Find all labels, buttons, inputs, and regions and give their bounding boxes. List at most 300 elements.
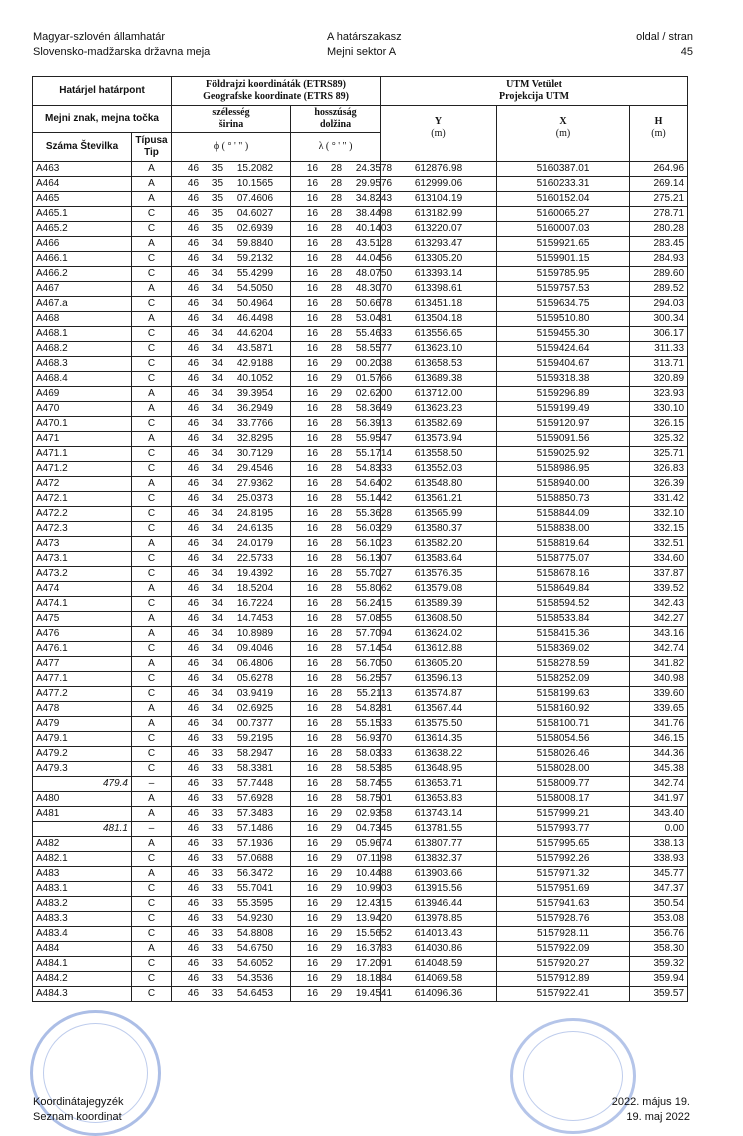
cell-point-type: C: [132, 342, 172, 357]
header-left: [33, 30, 210, 60]
cell-point-id: A477.1: [33, 672, 132, 687]
header-mid-line1: A határszakasz: [327, 31, 402, 43]
cell-longitude-part: 16: [306, 268, 319, 279]
cell-utm-y: 613623.23: [381, 402, 497, 417]
cell-point-type: C: [132, 972, 172, 987]
cell-point-id: A484.3: [33, 987, 132, 1002]
cell-point-type: –: [132, 777, 172, 792]
cell-latitude-part: 19.4392: [236, 568, 274, 579]
cell-point-id: A469: [33, 387, 132, 402]
cell-utm-x: 5158026.46: [497, 747, 630, 762]
cell-utm-y: 613946.44: [381, 897, 497, 912]
cell-longitude-part: 28: [330, 238, 343, 249]
cell-longitude-part: 16: [306, 808, 319, 819]
cell-latitude-part: 46: [187, 868, 200, 879]
cell-longitude-part: 53.0481: [355, 313, 393, 324]
cell-latitude-part: 46: [187, 718, 200, 729]
cell-point-id: A466.1: [33, 252, 132, 267]
table-row: [33, 582, 688, 597]
header-type: Típusa Tip: [132, 133, 172, 162]
cell-longitude: [291, 447, 393, 462]
footer-date-sl: 19. maj 2022: [626, 1111, 690, 1123]
cell-height: 342.27: [630, 612, 688, 627]
cell-latitude-part: 54.6052: [236, 958, 274, 969]
cell-point-id: 481.1: [33, 822, 132, 837]
cell-point-type: A: [132, 612, 172, 627]
cell-latitude-part: 35: [211, 223, 224, 234]
cell-utm-x: 5159510.80: [497, 312, 630, 327]
cell-utm-x: 5158940.00: [497, 477, 630, 492]
cell-latitude-part: 46: [187, 478, 200, 489]
cell-longitude-part: 28: [330, 793, 343, 804]
cell-longitude-part: 16: [306, 688, 319, 699]
cell-latitude: [172, 312, 291, 327]
cell-latitude-part: 33: [211, 838, 224, 849]
cell-utm-x: 5159455.30: [497, 327, 630, 342]
cell-latitude-part: 59.2195: [236, 733, 274, 744]
cell-point-type: A: [132, 387, 172, 402]
cell-utm-x: 5160152.04: [497, 192, 630, 207]
cell-utm-y: 613548.80: [381, 477, 497, 492]
cell-longitude: [291, 282, 393, 297]
cell-point-type: C: [132, 597, 172, 612]
cell-utm-y: 613612.88: [381, 642, 497, 657]
cell-utm-y: 613573.94: [381, 432, 497, 447]
cell-longitude-part: 28: [330, 688, 343, 699]
cell-latitude: [172, 357, 291, 372]
cell-point-id: A476.1: [33, 642, 132, 657]
cell-height: 343.16: [630, 627, 688, 642]
cell-utm-x: 5159025.92: [497, 447, 630, 462]
cell-utm-y: 613623.10: [381, 342, 497, 357]
header-utm: [381, 77, 688, 106]
cell-longitude-part: 56.3913: [355, 418, 393, 429]
cell-latitude-part: 32.8295: [236, 433, 274, 444]
cell-latitude-part: 34: [211, 703, 224, 714]
cell-latitude-part: 05.6278: [236, 673, 274, 684]
cell-longitude-part: 28: [330, 298, 343, 309]
cell-point-id: A476: [33, 627, 132, 642]
cell-longitude-part: 16: [306, 568, 319, 579]
cell-latitude-part: 33: [211, 733, 224, 744]
cell-longitude: [291, 357, 393, 372]
table-row: [33, 807, 688, 822]
cell-point-id: A465: [33, 192, 132, 207]
cell-longitude-part: 54.8333: [355, 463, 393, 474]
table-row: [33, 672, 688, 687]
cell-latitude-part: 40.1052: [236, 373, 274, 384]
table-row: [33, 642, 688, 657]
header-lat: [172, 106, 291, 133]
cell-point-id: A477.2: [33, 687, 132, 702]
cell-latitude-part: 46: [187, 283, 200, 294]
cell-height: 332.51: [630, 537, 688, 552]
cell-height: 342.43: [630, 597, 688, 612]
cell-longitude-part: 28: [330, 763, 343, 774]
cell-longitude-part: 07.1198: [356, 853, 393, 864]
cell-longitude-part: 55.4633: [355, 328, 393, 339]
cell-latitude-part: 46: [187, 733, 200, 744]
cell-latitude-part: 58.3381: [236, 763, 274, 774]
cell-latitude-part: 33: [211, 913, 224, 924]
header-phi: ϕ ( ° ' " ): [172, 133, 291, 162]
cell-longitude-part: 28: [330, 643, 343, 654]
cell-utm-y: 613624.02: [381, 627, 497, 642]
cell-height: 326.39: [630, 477, 688, 492]
cell-latitude-part: 02.6939: [236, 223, 274, 234]
cell-longitude: [291, 852, 393, 867]
cell-utm-x: 5160007.03: [497, 222, 630, 237]
cell-latitude-part: 46: [187, 958, 200, 969]
cell-point-id: A468: [33, 312, 132, 327]
cell-height: 275.21: [630, 192, 688, 207]
cell-longitude-part: 16: [306, 958, 319, 969]
cell-longitude-part: 57.1454: [355, 643, 393, 654]
cell-utm-x: 5158986.95: [497, 462, 630, 477]
cell-latitude-part: 46.4498: [236, 313, 274, 324]
cell-latitude-part: 27.9362: [236, 478, 274, 489]
cell-longitude: [291, 732, 393, 747]
cell-longitude: [291, 927, 393, 942]
table-row: [33, 852, 688, 867]
cell-longitude-part: 28: [330, 313, 343, 324]
cell-latitude-part: 34: [211, 718, 224, 729]
cell-longitude-part: 05.9674: [355, 838, 393, 849]
cell-latitude-part: 34: [211, 688, 224, 699]
cell-utm-y: 613915.56: [381, 882, 497, 897]
cell-longitude-part: 28: [330, 163, 343, 174]
cell-longitude-part: 16: [306, 868, 319, 879]
cell-latitude: [172, 192, 291, 207]
cell-latitude: [172, 372, 291, 387]
cell-point-type: C: [132, 897, 172, 912]
cell-utm-x: 5159120.97: [497, 417, 630, 432]
cell-utm-y: 613558.50: [381, 447, 497, 462]
header-left-line1: Magyar-szlovén államhatár: [33, 31, 166, 43]
cell-height: 306.17: [630, 327, 688, 342]
cell-latitude-part: 46: [187, 853, 200, 864]
cell-longitude-part: 16: [306, 208, 319, 219]
cell-latitude-part: 46: [187, 433, 200, 444]
cell-latitude-part: 54.5050: [236, 283, 274, 294]
cell-utm-y: 613580.37: [381, 522, 497, 537]
cell-point-type: A: [132, 627, 172, 642]
cell-utm-x: 5158838.00: [497, 522, 630, 537]
cell-utm-y: 613653.83: [381, 792, 497, 807]
cell-latitude-part: 54.6750: [236, 943, 274, 954]
page-number: 45: [680, 46, 693, 58]
cell-latitude-part: 33: [211, 928, 224, 939]
cell-latitude: [172, 777, 291, 792]
cell-point-type: C: [132, 327, 172, 342]
cell-utm-x: 5160387.01: [497, 162, 630, 177]
header-right: [636, 30, 693, 60]
cell-longitude: [291, 237, 393, 252]
cell-longitude-part: 44.0456: [355, 253, 393, 264]
cell-latitude-part: 35: [211, 163, 224, 174]
table-row: [33, 252, 688, 267]
table-row: [33, 777, 688, 792]
cell-utm-y: 613653.71: [381, 777, 497, 792]
cell-longitude-part: 58.7455: [355, 778, 393, 789]
cell-longitude-part: 28: [330, 733, 343, 744]
cell-point-id: A465.1: [33, 207, 132, 222]
cell-height: 332.10: [630, 507, 688, 522]
cell-latitude-part: 34: [211, 673, 224, 684]
page-label: oldal / stran: [636, 31, 693, 43]
cell-point-id: A470: [33, 402, 132, 417]
table-row: [33, 492, 688, 507]
cell-utm-x: 5158278.59: [497, 657, 630, 672]
cell-latitude-part: 46: [187, 238, 200, 249]
cell-point-id: A464: [33, 177, 132, 192]
cell-point-id: A479: [33, 717, 132, 732]
cell-point-id: A484: [33, 942, 132, 957]
cell-longitude: [291, 492, 393, 507]
cell-point-type: C: [132, 732, 172, 747]
cell-latitude-part: 34: [211, 283, 224, 294]
cell-latitude-part: 46: [187, 448, 200, 459]
cell-longitude-part: 29: [330, 388, 343, 399]
cell-height: 326.83: [630, 462, 688, 477]
cell-longitude-part: 16: [306, 553, 319, 564]
cell-longitude: [291, 342, 393, 357]
cell-utm-y: 614048.59: [381, 957, 497, 972]
cell-longitude: [291, 192, 393, 207]
cell-longitude-part: 16: [306, 478, 319, 489]
table-row: [33, 342, 688, 357]
cell-longitude-part: 16: [306, 748, 319, 759]
cell-utm-y: 613579.08: [381, 582, 497, 597]
cell-latitude-part: 56.3472: [236, 868, 274, 879]
table-row: [33, 747, 688, 762]
cell-latitude-part: 46: [187, 463, 200, 474]
cell-latitude-part: 34: [211, 508, 224, 519]
cell-latitude-part: 46: [187, 598, 200, 609]
cell-point-id: A475: [33, 612, 132, 627]
cell-latitude-part: 46: [187, 898, 200, 909]
cell-utm-y: 613583.64: [381, 552, 497, 567]
cell-utm-x: 5157922.09: [497, 942, 630, 957]
cell-latitude-part: 22.5733: [236, 553, 274, 564]
cell-longitude-part: 16: [306, 358, 319, 369]
cell-longitude: [291, 297, 393, 312]
cell-utm-y: 613561.21: [381, 492, 497, 507]
header-lat-sl: širina: [218, 119, 244, 130]
cell-latitude-part: 34: [211, 343, 224, 354]
cell-latitude: [172, 927, 291, 942]
cell-latitude: [172, 897, 291, 912]
cell-longitude-part: 28: [330, 433, 343, 444]
cell-longitude-part: 16: [306, 403, 319, 414]
table-row: [33, 477, 688, 492]
cell-point-id: A479.3: [33, 762, 132, 777]
cell-height: 280.28: [630, 222, 688, 237]
cell-latitude-part: 46: [187, 193, 200, 204]
cell-longitude-part: 16: [306, 898, 319, 909]
cell-height: 339.65: [630, 702, 688, 717]
cell-longitude: [291, 807, 393, 822]
cell-point-id: A479.1: [33, 732, 132, 747]
cell-height: 278.71: [630, 207, 688, 222]
cell-longitude-part: 29: [330, 868, 343, 879]
table-row: [33, 177, 688, 192]
cell-latitude-part: 34: [211, 568, 224, 579]
cell-longitude-part: 28: [330, 328, 343, 339]
cell-utm-y: 613596.13: [381, 672, 497, 687]
cell-longitude-part: 16: [306, 538, 319, 549]
cell-utm-x: 5157993.77: [497, 822, 630, 837]
cell-longitude-part: 16: [306, 793, 319, 804]
cell-utm-x: 5159757.53: [497, 282, 630, 297]
cell-latitude-part: 33: [211, 898, 224, 909]
cell-latitude-part: 46: [187, 493, 200, 504]
cell-point-id: A483.2: [33, 897, 132, 912]
cell-longitude-part: 28: [330, 658, 343, 669]
cell-utm-y: 613305.20: [381, 252, 497, 267]
cell-latitude-part: 34: [211, 478, 224, 489]
cell-longitude-part: 28: [330, 703, 343, 714]
cell-latitude-part: 39.3954: [236, 388, 274, 399]
cell-point-type: C: [132, 267, 172, 282]
table-row: [33, 537, 688, 552]
table-row: [33, 447, 688, 462]
header-mid: [327, 30, 402, 60]
cell-utm-y: 613832.37: [381, 852, 497, 867]
cell-utm-x: 5159921.65: [497, 237, 630, 252]
cell-latitude: [172, 432, 291, 447]
cell-longitude-part: 16: [306, 928, 319, 939]
table-row: [33, 387, 688, 402]
cell-latitude: [172, 807, 291, 822]
cell-utm-y: 614030.86: [381, 942, 497, 957]
cell-longitude: [291, 672, 393, 687]
cell-point-id: A463: [33, 162, 132, 177]
cell-longitude: [291, 627, 393, 642]
cell-latitude-part: 06.4806: [236, 658, 274, 669]
cell-longitude: [291, 747, 393, 762]
cell-latitude-part: 57.1936: [236, 838, 274, 849]
cell-latitude-part: 55.4299: [236, 268, 274, 279]
cell-height: 289.60: [630, 267, 688, 282]
cell-latitude: [172, 852, 291, 867]
cell-latitude-part: 25.0373: [236, 493, 274, 504]
cell-point-id: A465.2: [33, 222, 132, 237]
cell-point-id: A479.2: [33, 747, 132, 762]
coordinate-table: [32, 76, 688, 1002]
cell-latitude: [172, 387, 291, 402]
cell-point-type: C: [132, 447, 172, 462]
cell-latitude: [172, 237, 291, 252]
cell-utm-y: 613451.18: [381, 297, 497, 312]
cell-longitude-part: 48.3070: [355, 283, 393, 294]
cell-longitude: [291, 687, 393, 702]
cell-longitude-part: 28: [330, 748, 343, 759]
cell-utm-y: 613565.99: [381, 507, 497, 522]
cell-longitude: [291, 792, 393, 807]
cell-longitude: [291, 507, 393, 522]
cell-longitude-part: 29: [330, 943, 343, 954]
cell-point-id: A484.2: [33, 972, 132, 987]
cell-utm-y: 613293.47: [381, 237, 497, 252]
cell-longitude: [291, 957, 393, 972]
cell-point-id: A467: [33, 282, 132, 297]
header-x-label: X: [559, 116, 567, 127]
cell-longitude: [291, 822, 393, 837]
cell-latitude-part: 46: [187, 583, 200, 594]
cell-latitude: [172, 522, 291, 537]
cell-longitude-part: 28: [330, 223, 343, 234]
cell-longitude-part: 29: [330, 913, 343, 924]
cell-latitude: [172, 582, 291, 597]
cell-longitude-part: 29: [330, 958, 343, 969]
cell-longitude-part: 16: [306, 508, 319, 519]
cell-utm-y: 614069.58: [381, 972, 497, 987]
cell-latitude-part: 35: [211, 193, 224, 204]
cell-latitude-part: 33.7766: [236, 418, 274, 429]
cell-latitude-part: 35: [211, 178, 224, 189]
table-row: [33, 327, 688, 342]
cell-point-type: A: [132, 942, 172, 957]
cell-longitude-part: 02.6200: [355, 388, 393, 399]
cell-latitude-part: 34: [211, 313, 224, 324]
cell-utm-x: 5159318.38: [497, 372, 630, 387]
cell-longitude-part: 16: [306, 193, 319, 204]
cell-utm-x: 5157995.65: [497, 837, 630, 852]
cell-longitude: [291, 552, 393, 567]
cell-latitude-part: 34: [211, 463, 224, 474]
cell-utm-x: 5158533.84: [497, 612, 630, 627]
cell-point-id: A474: [33, 582, 132, 597]
cell-utm-y: 613574.87: [381, 687, 497, 702]
cell-longitude-part: 04.7345: [355, 823, 393, 834]
cell-point-type: A: [132, 477, 172, 492]
cell-height: 325.71: [630, 447, 688, 462]
header-coords: [172, 77, 381, 106]
cell-utm-x: 5159785.95: [497, 267, 630, 282]
cell-latitude-part: 34: [211, 373, 224, 384]
cell-latitude: [172, 972, 291, 987]
cell-utm-x: 5158594.52: [497, 597, 630, 612]
cell-height: 359.94: [630, 972, 688, 987]
cell-longitude-part: 58.3649: [355, 403, 393, 414]
cell-latitude-part: 43.5871: [236, 343, 274, 354]
cell-latitude-part: 46: [187, 688, 200, 699]
cell-latitude: [172, 207, 291, 222]
cell-latitude: [172, 717, 291, 732]
cell-utm-x: 5159199.49: [497, 402, 630, 417]
cell-longitude: [291, 762, 393, 777]
cell-height: 269.14: [630, 177, 688, 192]
cell-point-id: A480: [33, 792, 132, 807]
cell-latitude-part: 54.3536: [236, 973, 274, 984]
cell-utm-y: 613552.03: [381, 462, 497, 477]
cell-latitude-part: 46: [187, 568, 200, 579]
cell-point-id: A483: [33, 867, 132, 882]
cell-latitude-part: 34: [211, 553, 224, 564]
cell-point-type: C: [132, 207, 172, 222]
cell-utm-x: 5157999.21: [497, 807, 630, 822]
header-lat-hu: szélesség: [212, 107, 250, 118]
cell-longitude-part: 28: [330, 718, 343, 729]
cell-longitude-part: 16: [306, 223, 319, 234]
cell-latitude-part: 46: [187, 673, 200, 684]
cell-utm-x: 5159091.56: [497, 432, 630, 447]
cell-utm-y: 613567.44: [381, 702, 497, 717]
table-row: [33, 552, 688, 567]
cell-longitude-part: 16: [306, 778, 319, 789]
cell-latitude-part: 34: [211, 433, 224, 444]
